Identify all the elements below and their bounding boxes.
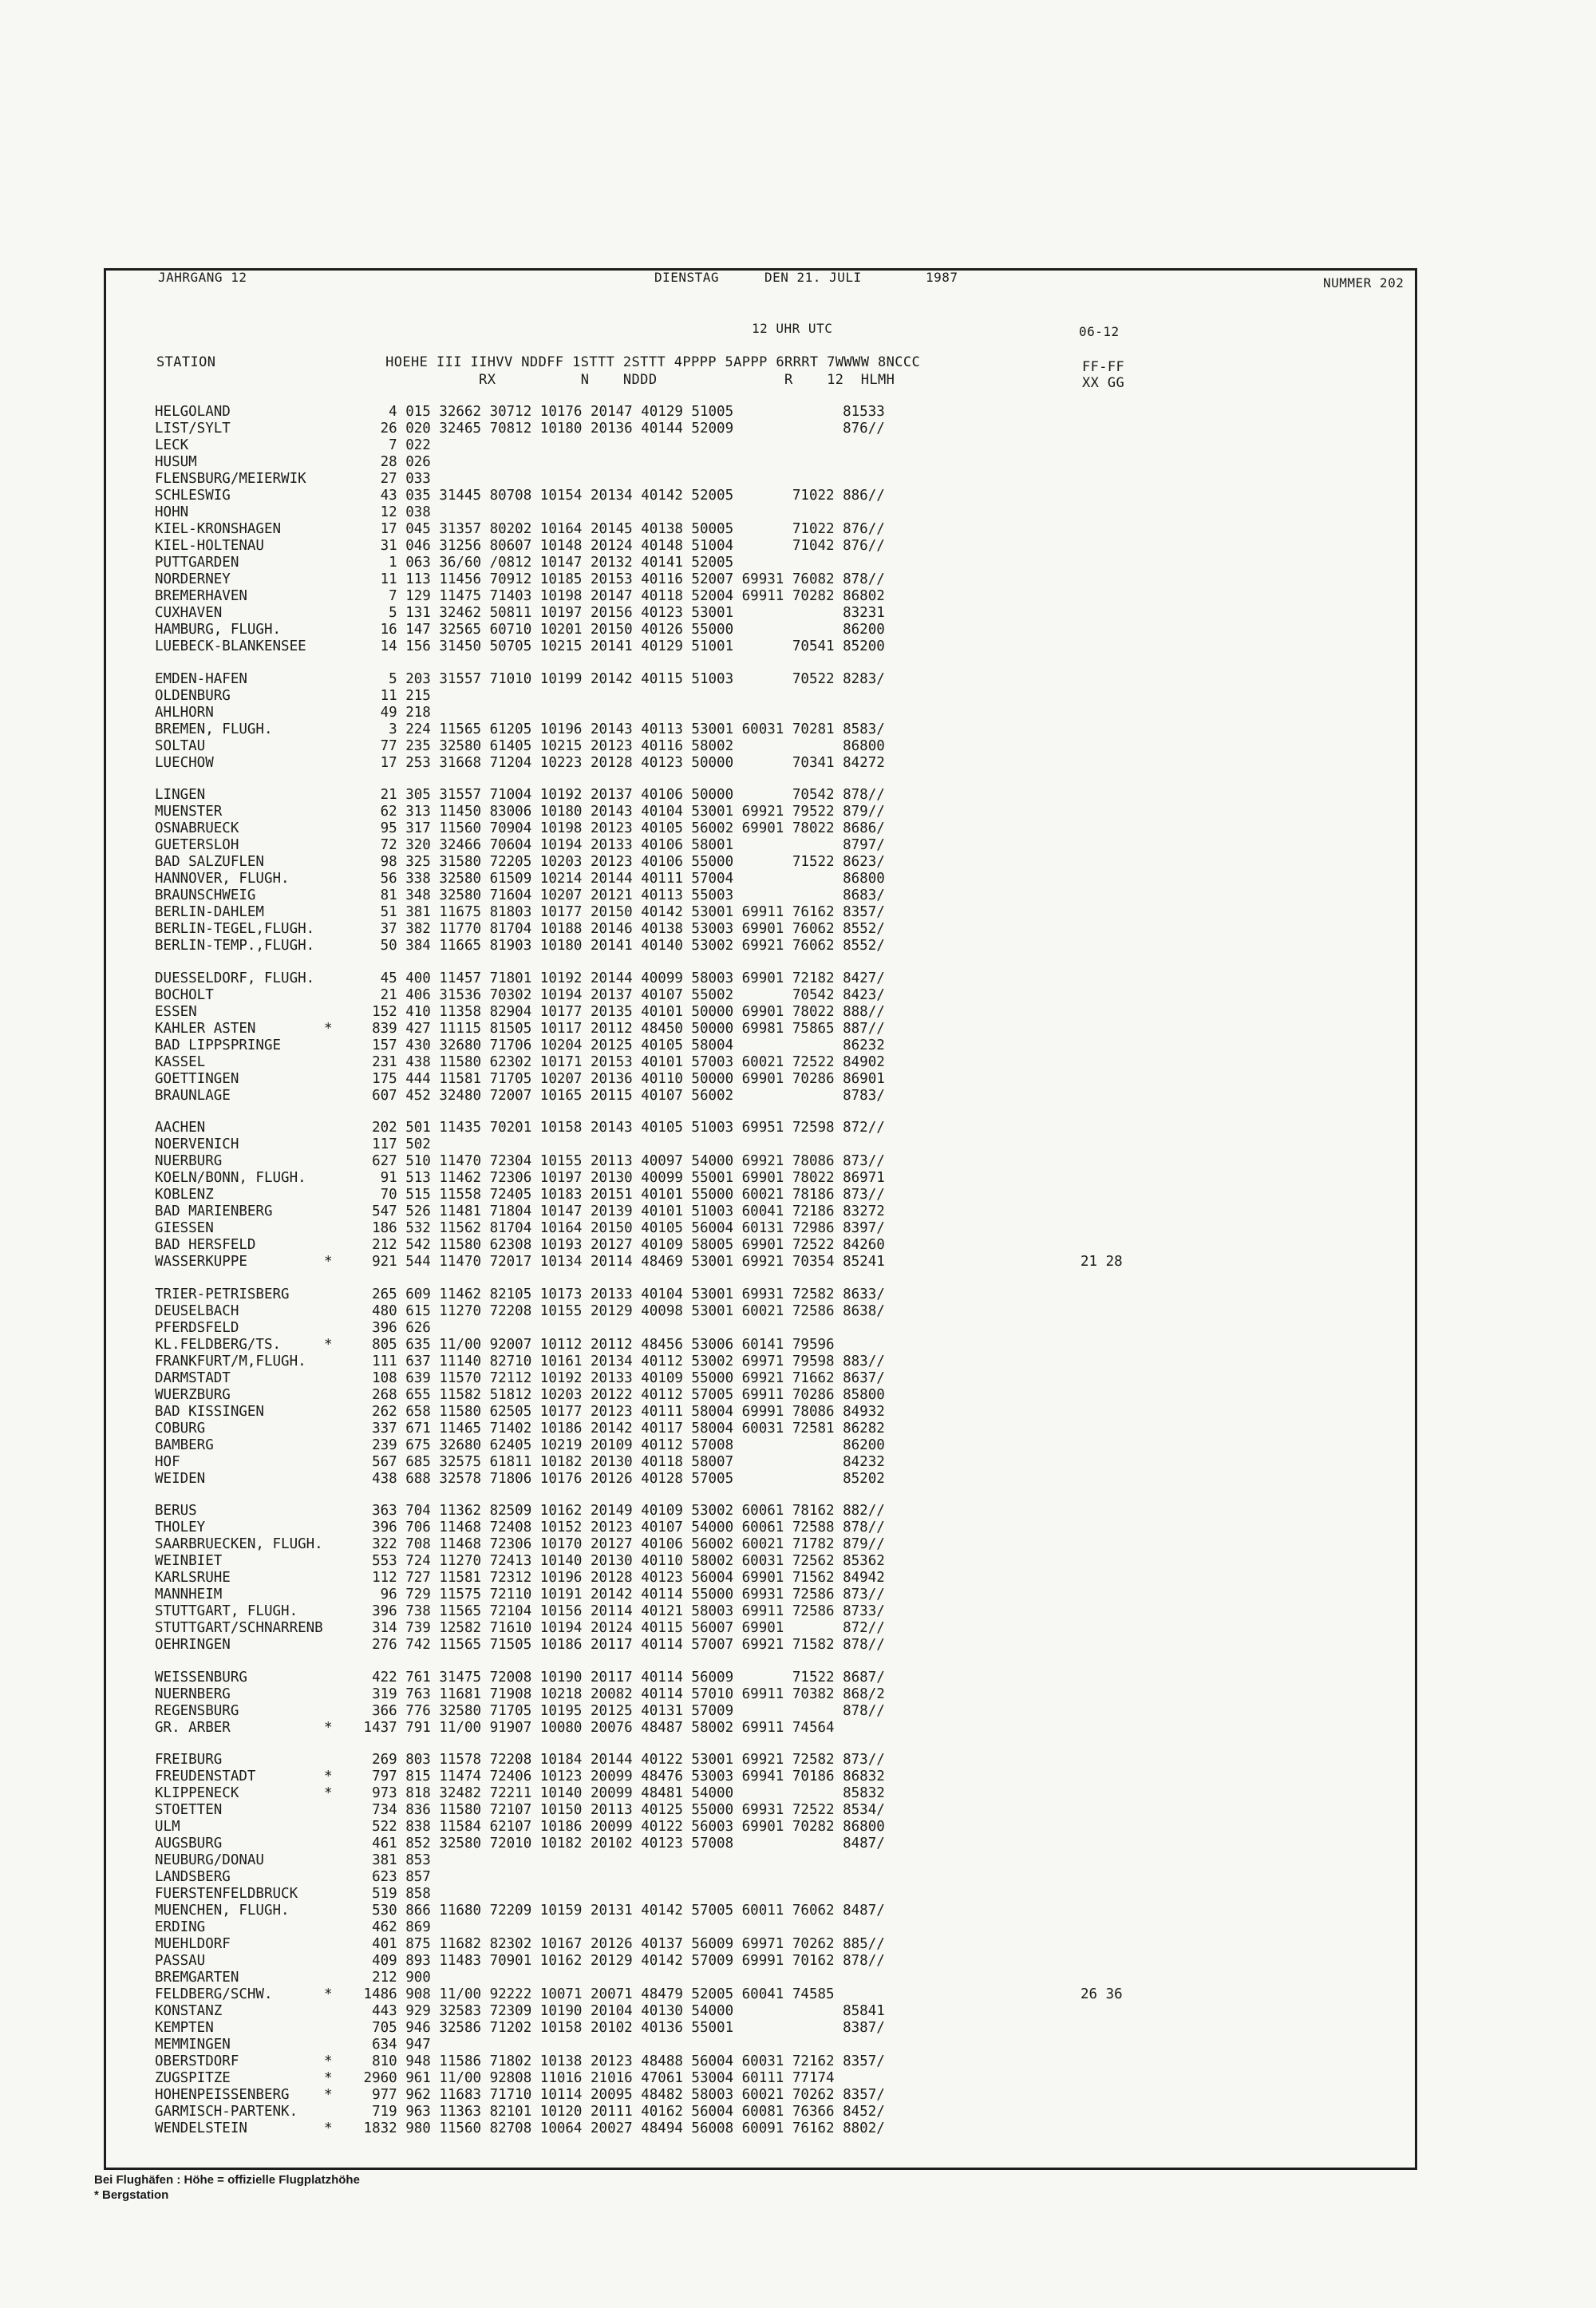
observation-values: 401 875 11682 82302 10167 20126 40137 56009 69971 70262 885// bbox=[355, 1936, 885, 1952]
station-name: BAD LIPPSPRINGE bbox=[155, 1037, 282, 1053]
observation-values: 81 348 32580 71604 10207 20121 40113 55003 8683/ bbox=[355, 887, 885, 903]
station-name: WUERZBURG bbox=[155, 1386, 231, 1403]
station-name: KARLSRUHE bbox=[155, 1570, 231, 1586]
observation-values: 31 046 31256 80607 10148 20124 40148 51004 71042 876// bbox=[355, 538, 885, 554]
mountain-marker: * bbox=[324, 1336, 333, 1353]
observation-values: 7 022 bbox=[355, 437, 431, 453]
station-name: KL.FELDBERG/TS. bbox=[155, 1336, 282, 1353]
observation-values: 186 532 11562 81704 10164 20150 40105 56004 60131 72986 8397/ bbox=[355, 1220, 885, 1236]
station-name: LUEBECK-BLANKENSEE bbox=[155, 638, 306, 654]
station-name: BREMGARTEN bbox=[155, 1970, 239, 1986]
station-name: FELDBERG/SCHW. bbox=[155, 1986, 273, 2002]
footnotes bbox=[94, 2172, 360, 2203]
observation-values: 567 685 32575 61811 10182 20130 40118 58007 84232 bbox=[355, 1453, 885, 1470]
observation-values: 973 818 32482 72211 10140 20099 48481 54000 85832 bbox=[355, 1785, 885, 1801]
observation-values: 27 033 bbox=[355, 471, 431, 487]
station-name: BOCHOLT bbox=[155, 986, 214, 1003]
observation-values: 634 947 bbox=[355, 2037, 431, 2053]
station-name: NUERBURG bbox=[155, 1153, 223, 1169]
observation-values: 553 724 11270 72413 10140 20130 40110 58002 60031 72562 85362 bbox=[355, 1553, 885, 1569]
observation-values: 91 513 11462 72306 10197 20130 40099 55001 69901 78022 86971 bbox=[355, 1170, 885, 1186]
station-name: TRIER-PETRISBERG bbox=[155, 1286, 290, 1302]
observation-values: 5 131 32462 50811 10197 20156 40123 53001 83231 bbox=[355, 605, 885, 621]
station-name: CUXHAVEN bbox=[155, 605, 223, 621]
station-name: HAMBURG, FLUGH. bbox=[155, 622, 282, 638]
wind-period: 06-12 bbox=[1079, 324, 1120, 339]
station-name: OEHRINGEN bbox=[155, 1637, 231, 1653]
station-name: FLENSBURG/MEIERWIK bbox=[155, 471, 306, 487]
station-name: WASSERKUPPE bbox=[155, 1254, 247, 1270]
station-name: BERLIN-TEMP.,FLUGH. bbox=[155, 938, 315, 954]
station-name: SOLTAU bbox=[155, 737, 206, 754]
observation-values: 157 430 32680 71706 10204 20125 40105 58004 86232 bbox=[355, 1037, 885, 1053]
station-name: EMDEN-HAFEN bbox=[155, 670, 247, 687]
observation-values: 438 688 32578 71806 10176 20126 40128 57005 85202 bbox=[355, 1470, 885, 1487]
observation-values: 12 038 bbox=[355, 504, 431, 520]
station-name: OBERSTDORF bbox=[155, 2053, 239, 2069]
observation-values: 314 739 12582 71610 10194 20124 40115 56007 69901 872// bbox=[355, 1620, 885, 1636]
station-name: BRAUNLAGE bbox=[155, 1087, 231, 1104]
observation-values: 734 836 11580 72107 10150 20113 40125 55000 69931 72522 8534/ bbox=[355, 1802, 885, 1818]
station-name: HANNOVER, FLUGH. bbox=[155, 871, 290, 887]
station-name: HELGOLAND bbox=[155, 404, 231, 420]
station-name: LIST/SYLT bbox=[155, 421, 231, 437]
observation-values: 3 224 11565 61205 10196 20143 40113 53001 60031 70281 8583/ bbox=[355, 721, 885, 737]
observation-values: 363 704 11362 82509 10162 20149 40109 53002 60061 78162 882// bbox=[355, 1503, 885, 1519]
observation-values: 45 400 11457 71801 10192 20144 40099 58003 69901 72182 8427/ bbox=[355, 970, 885, 986]
mountain-marker: * bbox=[324, 2087, 333, 2103]
observation-values: 11 113 11456 70912 10185 20153 40116 52007 69931 76082 878// bbox=[355, 571, 885, 587]
station-name: NEUBURG/DONAU bbox=[155, 1852, 264, 1868]
station-name: COBURG bbox=[155, 1420, 206, 1437]
station-name: WEIDEN bbox=[155, 1470, 206, 1487]
observation-values: 37 382 11770 81704 10188 20146 40138 53003 69901 76062 8552/ bbox=[355, 921, 885, 937]
station-name: DEUSELBACH bbox=[155, 1302, 239, 1319]
column-subheader-row: RX N NDDD R 12 HLMH bbox=[156, 372, 895, 388]
station-name: FUERSTENFELDBRUCK bbox=[155, 1886, 298, 1902]
station-name: GARMISCH-PARTENK. bbox=[155, 2104, 298, 2120]
mountain-marker: * bbox=[324, 1254, 333, 1270]
observation-values: 62 313 11450 83006 10180 20143 40104 53001 69921 79522 879// bbox=[355, 804, 885, 820]
observation-values: 422 761 31475 72008 10190 20117 40114 56009 71522 8687/ bbox=[355, 1669, 885, 1686]
observation-values: 268 655 11582 51812 10203 20122 40112 57005 69911 70286 85800 bbox=[355, 1386, 885, 1403]
observation-values: 202 501 11435 70201 10158 20143 40105 51003 69951 72598 872// bbox=[355, 1120, 885, 1136]
observation-values: 627 510 11470 72304 10155 20113 40097 54000 69921 78086 873// bbox=[355, 1153, 885, 1169]
observation-values: 443 929 32583 72309 10190 20104 40130 54000 85841 bbox=[355, 2003, 885, 2019]
observation-values: 839 427 11115 81505 10117 20112 48450 50000 69981 75865 887// bbox=[355, 1020, 885, 1037]
footnote-mountain-station: * Bergstation bbox=[94, 2188, 169, 2202]
gust-subheader: XX GG bbox=[1082, 375, 1125, 391]
observation-values: 49 218 bbox=[355, 704, 431, 721]
observation-values: 108 639 11570 72112 10192 20133 40109 55000 69921 71662 8637/ bbox=[355, 1369, 885, 1386]
observation-values: 21 305 31557 71004 10192 20137 40106 50000 70542 878// bbox=[355, 787, 885, 803]
station-name: SCHLESWIG bbox=[155, 488, 231, 504]
issue-number: NUMMER 202 bbox=[1323, 275, 1404, 290]
volume-label: JAHRGANG 12 bbox=[158, 270, 247, 285]
station-name: BAD HERSFELD bbox=[155, 1237, 256, 1253]
column-header-row: STATION HOEHE III IIHVV NDDFF 1STTT 2STTT 4PPPP 5APPP 6RRRT 7WWWW 8NCCC bbox=[156, 354, 921, 370]
station-name: ERDING bbox=[155, 1919, 206, 1935]
station-name: PASSAU bbox=[155, 1953, 206, 1969]
observation-values: 11 215 bbox=[355, 687, 431, 704]
observation-values: 95 317 11560 70904 10198 20123 40105 56002 69901 78022 8686/ bbox=[355, 820, 885, 836]
observation-values: 322 708 11468 72306 10170 20127 40106 56002 60021 71782 879// bbox=[355, 1536, 885, 1552]
observation-values: 2960 961 11/00 92808 11016 21016 47061 53004 60111 77174 bbox=[355, 2070, 835, 2086]
observation-values: 719 963 11363 82101 10120 20111 40162 56004 60081 76366 8452/ bbox=[355, 2104, 885, 2120]
observation-time: 12 UHR UTC bbox=[752, 321, 833, 336]
station-name: THOLEY bbox=[155, 1520, 206, 1535]
station-name: STUTTGART/SCHNARRENB bbox=[155, 1620, 323, 1636]
observation-values: 72 320 32466 70604 10194 20133 40106 58001 8797/ bbox=[355, 837, 885, 853]
observation-values: 17 045 31357 80202 10164 20145 40138 50005 71022 876// bbox=[355, 521, 885, 537]
station-name: DUESSELDORF, FLUGH. bbox=[155, 970, 315, 986]
observation-values: 26 020 32465 70812 10180 20136 40144 52009 876// bbox=[355, 421, 885, 437]
gust-values: 26 36 bbox=[1080, 1986, 1123, 2002]
station-name: GR. ARBER bbox=[155, 1719, 231, 1736]
station-name: WEISSENBURG bbox=[155, 1669, 247, 1686]
observation-values: 98 325 31580 72205 10203 20123 40106 55000 71522 8623/ bbox=[355, 854, 885, 870]
observation-values: 4 015 32662 30712 10176 20147 40129 51005 81533 bbox=[355, 404, 885, 420]
observation-values: 212 542 11580 62308 10193 20127 40109 58005 69901 72522 84260 bbox=[355, 1237, 885, 1253]
station-name: BRAUNSCHWEIG bbox=[155, 887, 256, 903]
observation-values: 810 948 11586 71802 10138 20123 48488 56004 60031 72162 8357/ bbox=[355, 2053, 885, 2069]
observation-values: 381 853 bbox=[355, 1852, 431, 1868]
observation-values: 462 869 bbox=[355, 1919, 431, 1935]
station-name: KONSTANZ bbox=[155, 2003, 223, 2019]
footnote-airport-height: Bei Flughäfen : Höhe = offizielle Flugplatzhöhe bbox=[94, 2173, 360, 2187]
gust-header: FF-FF bbox=[1082, 359, 1125, 375]
station-name: MUEHLDORF bbox=[155, 1936, 231, 1952]
station-name: HOF bbox=[155, 1453, 180, 1470]
observation-values: 117 502 bbox=[355, 1136, 431, 1152]
mountain-marker: * bbox=[324, 1020, 333, 1037]
station-name: NOERVENICH bbox=[155, 1136, 239, 1152]
station-name: STOETTEN bbox=[155, 1802, 223, 1818]
observation-values: 175 444 11581 71705 10207 20136 40110 50000 69901 70286 86901 bbox=[355, 1070, 885, 1087]
observation-values: 623 857 bbox=[355, 1869, 431, 1885]
observation-values: 519 858 bbox=[355, 1886, 431, 1902]
observation-values: 607 452 32480 72007 10165 20115 40107 56002 8783/ bbox=[355, 1087, 885, 1104]
station-name: BAD KISSINGEN bbox=[155, 1403, 264, 1420]
station-name: KIEL-HOLTENAU bbox=[155, 538, 264, 554]
station-name: BREMEN, FLUGH. bbox=[155, 721, 273, 737]
observation-values: 366 776 32580 71705 10195 20125 40131 57009 878// bbox=[355, 1702, 885, 1719]
year-label: 1987 bbox=[926, 270, 958, 285]
observation-values: 480 615 11270 72208 10155 20129 40098 53001 60021 72586 8638/ bbox=[355, 1302, 885, 1319]
observation-values: 51 381 11675 81803 10177 20150 40142 53001 69911 76162 8357/ bbox=[355, 904, 885, 920]
station-name: KEMPTEN bbox=[155, 2020, 214, 2036]
station-name: REGENSBURG bbox=[155, 1702, 239, 1719]
observation-values: 396 738 11565 72104 10156 20114 40121 58003 69911 72586 8733/ bbox=[355, 1603, 885, 1619]
observation-values: 50 384 11665 81903 10180 20141 40140 53002 69921 76062 8552/ bbox=[355, 938, 885, 954]
station-name: MANNHEIM bbox=[155, 1587, 223, 1603]
station-name: OLDENBURG bbox=[155, 687, 231, 704]
mountain-marker: * bbox=[324, 1785, 333, 1801]
mountain-marker: * bbox=[324, 1719, 333, 1736]
observation-values: 921 544 11470 72017 10134 20114 48469 53001 69921 70354 85241 bbox=[355, 1254, 885, 1270]
station-name: AHLHORN bbox=[155, 704, 214, 721]
observation-values: 396 626 bbox=[355, 1319, 431, 1336]
observation-values: 805 635 11/00 92007 10112 20112 48456 53006 60141 79596 bbox=[355, 1336, 835, 1353]
mountain-marker: * bbox=[324, 2070, 333, 2086]
station-name: PUTTGARDEN bbox=[155, 555, 239, 571]
mountain-marker: * bbox=[324, 1986, 333, 2002]
observation-values: 17 253 31668 71204 10223 20128 40123 50000 70341 84272 bbox=[355, 754, 885, 771]
station-name: SAARBRUECKEN, FLUGH. bbox=[155, 1536, 323, 1552]
station-name: AACHEN bbox=[155, 1120, 206, 1136]
mountain-marker: * bbox=[324, 2053, 333, 2069]
observation-values: 705 946 32586 71202 10158 20102 40136 55001 8387/ bbox=[355, 2020, 885, 2036]
observation-values: 16 147 32565 60710 10201 20150 40126 55000 86200 bbox=[355, 622, 885, 638]
station-name: GOETTINGEN bbox=[155, 1070, 239, 1087]
observation-values: 70 515 11558 72405 10183 20151 40101 55000 60021 78186 873// bbox=[355, 1187, 885, 1203]
station-name: FREUDENSTADT bbox=[155, 1769, 256, 1784]
station-name: GUETERSLOH bbox=[155, 837, 239, 853]
observation-values: 1437 791 11/00 91907 10080 20076 48487 58002 69911 74564 bbox=[355, 1719, 835, 1736]
station-name: PFERDSFELD bbox=[155, 1319, 239, 1336]
observation-values: 1 063 36/60 /0812 10147 20132 40141 52005 bbox=[355, 555, 734, 571]
station-name: BERUS bbox=[155, 1503, 197, 1519]
station-name: LINGEN bbox=[155, 787, 206, 803]
observation-values: 522 838 11584 62107 10186 20099 40122 56003 69901 70282 86800 bbox=[355, 1819, 885, 1835]
station-name: KAHLER ASTEN bbox=[155, 1020, 256, 1037]
station-name: BERLIN-TEGEL,FLUGH. bbox=[155, 921, 315, 937]
observation-values: 231 438 11580 62302 10171 20153 40101 57003 60021 72522 84902 bbox=[355, 1053, 885, 1070]
station-name: HOHENPEISSENBERG bbox=[155, 2087, 290, 2103]
station-name: LANDSBERG bbox=[155, 1869, 231, 1885]
date-label: DEN 21. JULI bbox=[764, 270, 862, 285]
observation-values: 7 129 11475 71403 10198 20147 40118 52004 69911 70282 86802 bbox=[355, 588, 885, 604]
station-name: LECK bbox=[155, 437, 189, 453]
station-name: KOBLENZ bbox=[155, 1187, 214, 1203]
observation-values: 319 763 11681 71908 10218 20082 40114 57010 69911 70382 868/2 bbox=[355, 1686, 885, 1702]
observation-values: 337 671 11465 71402 10186 20142 40117 58004 60031 72581 86282 bbox=[355, 1420, 885, 1437]
mountain-marker: * bbox=[324, 2120, 333, 2136]
station-name: KOELN/BONN, FLUGH. bbox=[155, 1170, 306, 1186]
observation-values: 269 803 11578 72208 10184 20144 40122 53001 69921 72582 873// bbox=[355, 1752, 885, 1768]
station-name: BREMERHAVEN bbox=[155, 588, 247, 604]
station-name: KIEL-KRONSHAGEN bbox=[155, 521, 282, 537]
station-name: LUECHOW bbox=[155, 754, 214, 771]
station-name: HUSUM bbox=[155, 454, 197, 470]
observation-values: 28 026 bbox=[355, 454, 431, 470]
observation-values: 21 406 31536 70302 10194 20137 40107 55002 70542 8423/ bbox=[355, 986, 885, 1003]
station-name: FRANKFURT/M,FLUGH. bbox=[155, 1353, 306, 1369]
observation-values: 265 609 11462 82105 10173 20133 40104 53001 69931 72582 8633/ bbox=[355, 1286, 885, 1302]
mountain-marker: * bbox=[324, 1769, 333, 1784]
observation-values: 111 637 11140 82710 10161 20134 40112 53002 69971 79598 883// bbox=[355, 1353, 885, 1369]
observation-values: 461 852 32580 72010 10182 20102 40123 57008 8487/ bbox=[355, 1836, 885, 1852]
station-name: ESSEN bbox=[155, 1003, 197, 1020]
observation-values: 530 866 11680 72209 10159 20131 40142 57005 60011 76062 8487/ bbox=[355, 1903, 885, 1919]
observation-values: 797 815 11474 72406 10123 20099 48476 53003 69941 70186 86832 bbox=[355, 1769, 885, 1784]
station-name: MEMMINGEN bbox=[155, 2037, 231, 2053]
station-name: BERLIN-DAHLEM bbox=[155, 904, 264, 920]
station-name: WENDELSTEIN bbox=[155, 2120, 247, 2136]
observation-values: 96 729 11575 72110 10191 20142 40114 55000 69931 72586 873// bbox=[355, 1587, 885, 1603]
station-name: OSNABRUECK bbox=[155, 820, 239, 836]
station-name: ULM bbox=[155, 1819, 180, 1835]
station-name: WEINBIET bbox=[155, 1553, 223, 1569]
observation-values: 56 338 32580 61509 10214 20144 40111 57004 86800 bbox=[355, 871, 885, 887]
station-name: BAD SALZUFLEN bbox=[155, 854, 264, 870]
observation-values: 1832 980 11560 82708 10064 20027 48494 56008 60091 76162 8802/ bbox=[355, 2120, 885, 2136]
station-name: GIESSEN bbox=[155, 1220, 214, 1236]
observation-values: 1486 908 11/00 92222 10071 20071 48479 52005 60041 74585 bbox=[355, 1986, 835, 2002]
station-name: BAD MARIENBERG bbox=[155, 1203, 273, 1219]
station-name: NUERNBERG bbox=[155, 1686, 231, 1702]
station-name: HOHN bbox=[155, 504, 189, 520]
station-name: ZUGSPITZE bbox=[155, 2070, 231, 2086]
observation-values: 239 675 32680 62405 10219 20109 40112 57008 86200 bbox=[355, 1437, 885, 1453]
station-name: DARMSTADT bbox=[155, 1369, 231, 1386]
station-name: KLIPPENECK bbox=[155, 1785, 239, 1801]
station-name: AUGSBURG bbox=[155, 1836, 223, 1852]
observation-values: 262 658 11580 62505 10177 20123 40111 58004 69991 78086 84932 bbox=[355, 1403, 885, 1420]
observation-values: 276 742 11565 71505 10186 20117 40114 57007 69921 71582 878// bbox=[355, 1637, 885, 1653]
station-name: KASSEL bbox=[155, 1053, 206, 1070]
station-name: STUTTGART, FLUGH. bbox=[155, 1603, 298, 1619]
observation-values: 409 893 11483 70901 10162 20129 40142 57009 69991 70162 878// bbox=[355, 1953, 885, 1969]
observation-values: 396 706 11468 72408 10152 20123 40107 54000 60061 72588 878// bbox=[355, 1520, 885, 1535]
station-name: FREIBURG bbox=[155, 1752, 223, 1768]
gust-values: 21 28 bbox=[1080, 1254, 1123, 1270]
station-name: NORDERNEY bbox=[155, 571, 231, 587]
observation-values: 77 235 32580 61405 10215 20123 40116 58002 86800 bbox=[355, 737, 885, 754]
observation-values: 212 900 bbox=[355, 1970, 431, 1986]
observation-values: 977 962 11683 71710 10114 20095 48482 58003 60021 70262 8357/ bbox=[355, 2087, 885, 2103]
observation-values: 14 156 31450 50705 10215 20141 40129 51001 70541 85200 bbox=[355, 638, 885, 654]
observation-values: 43 035 31445 80708 10154 20134 40142 52005 71022 886// bbox=[355, 488, 885, 504]
observation-values: 5 203 31557 71010 10199 20142 40115 51003 70522 8283/ bbox=[355, 670, 885, 687]
observation-values: 112 727 11581 72312 10196 20128 40123 56004 69901 71562 84942 bbox=[355, 1570, 885, 1586]
observation-values: 152 410 11358 82904 10177 20135 40101 50000 69901 78022 888// bbox=[355, 1003, 885, 1020]
station-name: MUENCHEN, FLUGH. bbox=[155, 1903, 290, 1919]
observation-values: 547 526 11481 71804 10147 20139 40101 51003 60041 72186 83272 bbox=[355, 1203, 885, 1219]
station-name: MUENSTER bbox=[155, 804, 223, 820]
weekday-label: DIENSTAG bbox=[654, 270, 720, 285]
station-name: BAMBERG bbox=[155, 1437, 214, 1453]
